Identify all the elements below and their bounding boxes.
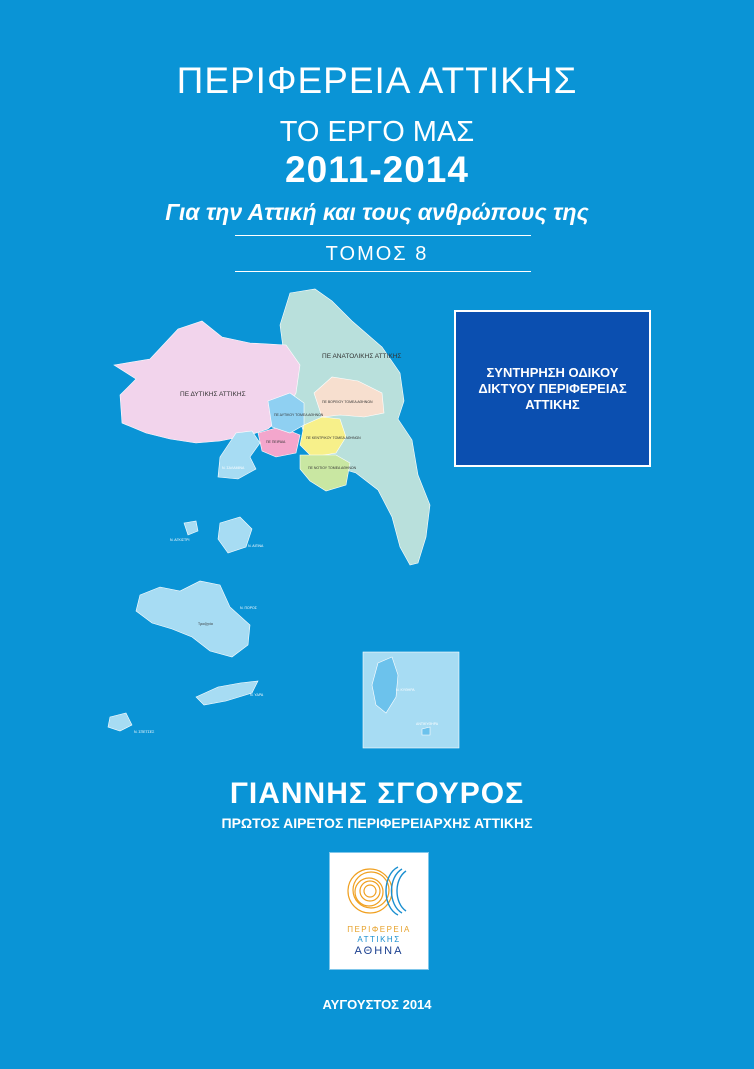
volume-label: ΤΟΜΟΣ 8 bbox=[325, 243, 429, 265]
logo-text-line3: ΑΘΗΝΑ bbox=[354, 945, 404, 957]
map-east-attica bbox=[280, 289, 430, 565]
map-label-north: ΠΕ ΒΟΡΕΙΟΥ ΤΟΜΕΑ ΑΘΗΝΩΝ bbox=[322, 400, 373, 404]
map-label-spetses: Ν. ΣΠΕΤΣΕΣ bbox=[134, 730, 155, 734]
topic-text: ΣΥΝΤΗΡΗΣΗ ΟΔΙΚΟΥ ΔΙΚΤΥΟΥ ΠΕΡΙΦΕΡΕΙΑΣ ΑΤΤΙΚΗΣ bbox=[478, 364, 627, 412]
logo-text-line2: ΑΤΤΙΚΗΣ bbox=[357, 935, 401, 944]
map-label-agkistri: Ν. ΑΓΚΙΣΤΡΙ bbox=[170, 538, 190, 542]
map-label-central: ΠΕ ΚΕΝΤΡΙΚΟΥ ΤΟΜΕΑ ΑΘΗΝΩΝ bbox=[306, 436, 361, 440]
map-label-ydra: Ν. ΥΔΡΑ bbox=[250, 693, 264, 697]
work-title: ΤΟ ΕΡΓΟ ΜΑΣ bbox=[279, 116, 475, 148]
map-label-troizinia: Τροιζηνία bbox=[198, 622, 213, 626]
divider-top bbox=[235, 235, 531, 236]
map-label-west-sector: ΠΕ ΔΥΤΙΚΟΥ ΤΟΜΕΑ ΑΘΗΝΩΝ bbox=[274, 413, 324, 417]
logo-rings-icon bbox=[332, 855, 426, 925]
region-title: ΠΕΡΙΦΕΡΕΙΑ ΑΤΤΙΚΗΣ bbox=[176, 60, 578, 101]
map-label-east: ΠΕ ΑΝΑΤΟΛΙΚΗΣ ΑΤΤΙΚΗΣ bbox=[322, 353, 402, 360]
map-label-poros: Ν. ΠΟΡΟΣ bbox=[240, 606, 257, 610]
attica-map bbox=[100, 285, 480, 755]
divider-bottom bbox=[235, 271, 531, 272]
subtitle: Για την Αττική και τους ανθρώπους της bbox=[165, 199, 589, 225]
map-troizinia bbox=[136, 581, 250, 657]
topic-box bbox=[454, 310, 651, 467]
map-label-aigina: Ν. ΑΙΓΙΝΑ bbox=[248, 544, 264, 548]
author-name: ΓΙΑΝΝΗΣ ΣΓΟΥΡΟΣ bbox=[229, 777, 525, 810]
attica-logo bbox=[330, 853, 428, 969]
map-label-antikythira: ΑΝΤΙΚΥΘΗΡΑ bbox=[416, 722, 439, 726]
map-label-kythira: Ν. ΚΥΘΗΡΑ bbox=[396, 688, 415, 692]
map-south-sector bbox=[300, 455, 350, 491]
map-label-piraeus: ΠΕ ΠΕΙΡΑΙΑ bbox=[266, 440, 286, 444]
publication-date: ΑΥΓΟΥΣΤΟΣ 2014 bbox=[322, 997, 432, 1012]
map-ydra bbox=[196, 681, 258, 705]
logo-text-line1: ΠΕΡΙΦΕΡΕΙΑ bbox=[347, 925, 411, 934]
map-label-west: ΠΕ ΔΥΤΙΚΗΣ ΑΤΤΙΚΗΣ bbox=[180, 391, 246, 398]
years-heading: 2011-2014 bbox=[285, 149, 469, 190]
map-aigina bbox=[218, 517, 252, 553]
author-role: ΠΡΩΤΟΣ ΑΙΡΕΤΟΣ ΠΕΡΙΦΕΡΕΙΑΡΧΗΣ ΑΤΤΙΚΗΣ bbox=[221, 815, 533, 831]
map-label-salamina: Ν. ΣΑΛΑΜΙΝΑ bbox=[222, 466, 245, 470]
map-spetses bbox=[108, 713, 132, 731]
map-label-south: ΠΕ ΝΟΤΙΟΥ ΤΟΜΕΑ ΑΘΗΝΩΝ bbox=[308, 466, 357, 470]
map-agkistri bbox=[184, 521, 198, 535]
